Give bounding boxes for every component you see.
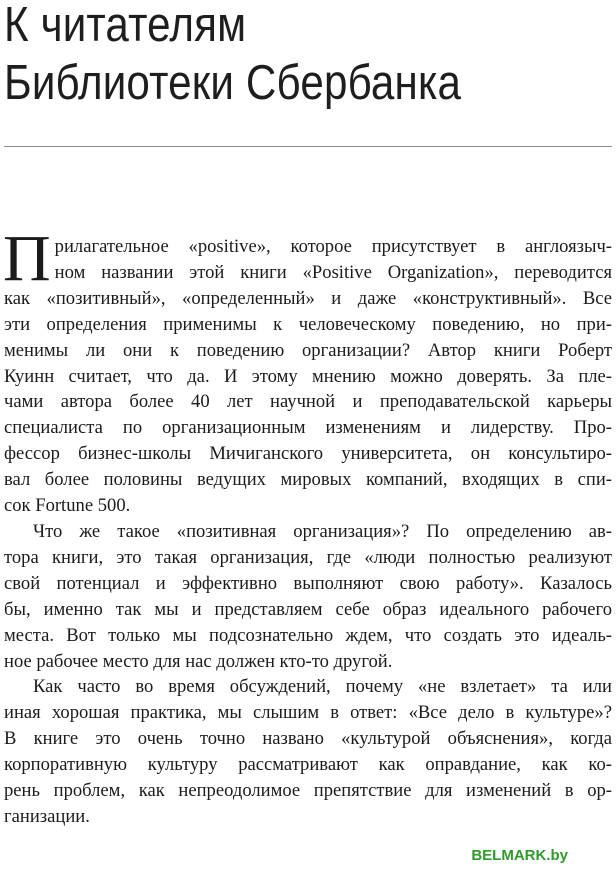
text-line: ганизации. <box>4 805 90 827</box>
text-line: ном названии этой книги «Positive Organization», переводится <box>54 261 612 283</box>
text-line: менимы ли они к поведению организации? Автор книги Роберт <box>4 339 612 361</box>
text-line: свой потенциал и эффективно выполняют свою работу». Казалось <box>4 572 612 594</box>
title-line-2: Библиотеки Сбербанка <box>4 56 462 110</box>
paragraph-1 <box>3 222 612 519</box>
drop-cap: П <box>3 222 51 295</box>
paragraph-3 <box>4 674 612 829</box>
text-line: ное рабочее место для нас должен кто-то другой. <box>4 650 393 672</box>
paragraph-2 <box>4 519 612 674</box>
text-line: Что же такое «позитивная организация»? По определению ав- <box>33 520 612 542</box>
text-line: бы, именно так мы и представляем себе образ идеального рабочего <box>4 598 612 620</box>
text-line: рилагательное «positive», которое присутствует в англоязыч- <box>54 236 612 257</box>
text-line: сок Fortune 500. <box>4 495 131 517</box>
text-line: В книге это очень точно названо «культурой объяснения», когда <box>4 728 612 750</box>
page-title <box>4 0 461 112</box>
text-line: места. Вот только мы подсознательно ждем, что создать это идеаль- <box>4 624 612 646</box>
text-line: Как часто во время обсуждений, почему «не взлетает» та или <box>33 676 612 698</box>
title-divider <box>4 146 612 147</box>
text-line: Куинн считает, что да. И этому мнению можно доверять. За пле- <box>4 365 612 387</box>
text-line: чами автора более 40 лет научной и преподавательской карьеры <box>4 391 612 413</box>
text-line: как «позитивный», «определенный» и даже «конструктивный». Все <box>4 287 612 309</box>
text-line: иная хорошая практика, мы слышим в ответ: «Все дело в культуре»? <box>4 702 612 724</box>
text-line: фессор бизнес-школы Мичиганского университета, он консультиро- <box>4 443 612 465</box>
text-line: рень проблем, как непреодолимое препятствие для изменений в ор- <box>4 780 612 802</box>
text-line: корпоративную культуру рассматривают как оправдание, как ко- <box>4 754 612 776</box>
text-line: эти определения применимы к человеческому поведению, но при- <box>4 313 612 335</box>
text-line: специалиста по организационным изменениям и лидерству. Про- <box>4 417 612 439</box>
text-line: тора книги, это такая организация, где «люди полностью реализуют <box>4 546 612 568</box>
watermark-logo: BELMARK.by <box>471 847 568 864</box>
title-line-1: К читателям <box>4 0 247 52</box>
body-text <box>3 222 612 830</box>
text-line: вал более половины ведущих мировых компаний, входящих в спи- <box>4 469 612 491</box>
